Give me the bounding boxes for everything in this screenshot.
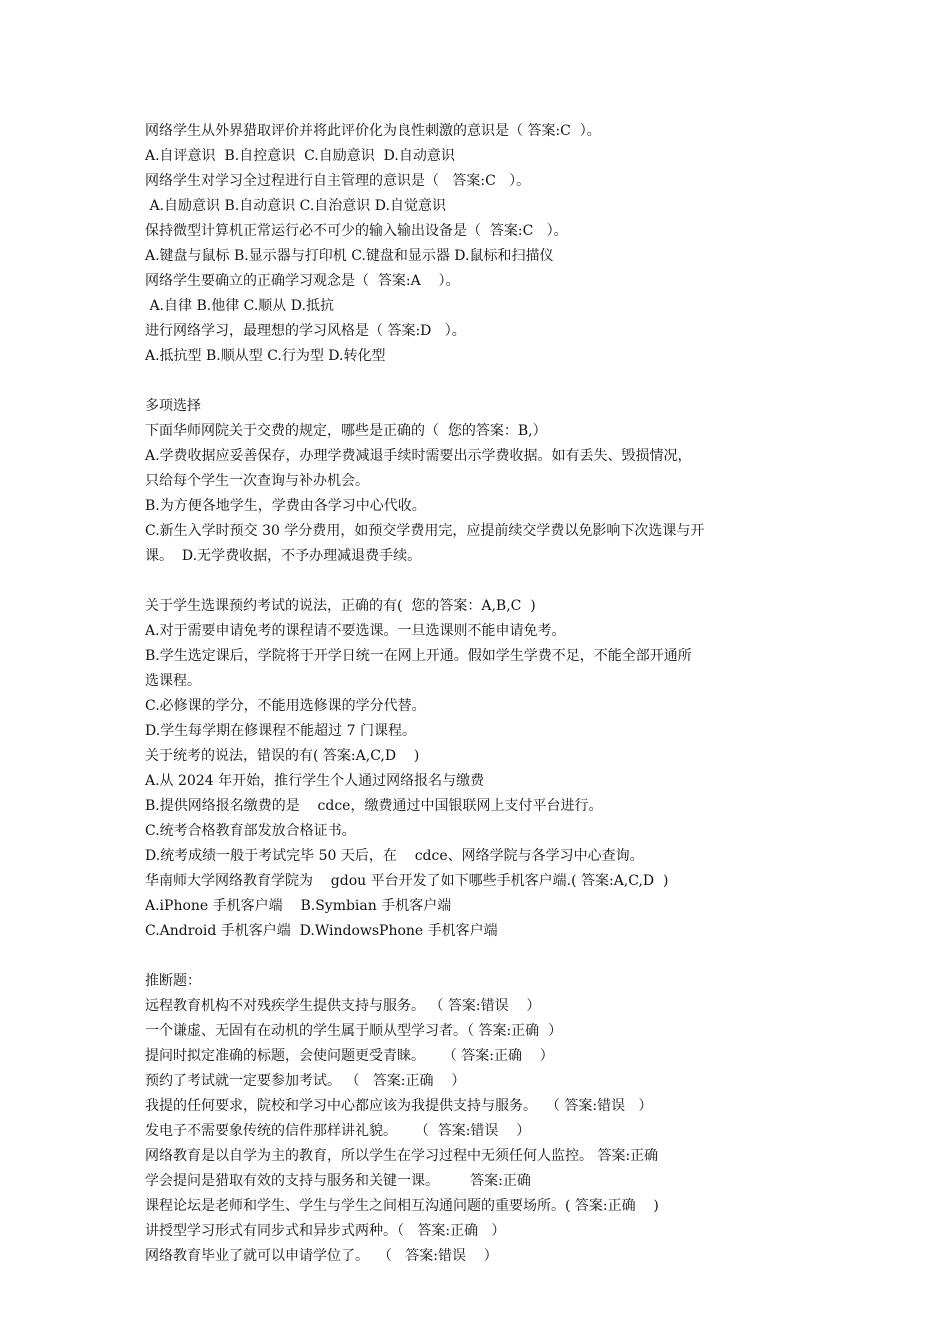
options-line: A.键盘与鼠标 B.显示器与打印机 C.键盘和显示器 D.鼠标和扫描仪 xyxy=(145,248,554,264)
judge-line: 网络教育是以自学为主的教育，所以学生在学习过程中无须任何人监控。 答案:正确 xyxy=(145,1148,659,1164)
question-line: 进行网络学习，最理想的学习风格是（ 答案:D ）。 xyxy=(145,323,466,339)
options-line: A.从 2024 年开始，推行学生个人通过网络报名与缴费 xyxy=(145,773,485,789)
judge-line: 发电子不需要象传统的信件那样讲礼貌。 （ 答案:错误 ） xyxy=(145,1123,531,1139)
options-line: B.为方便各地学生，学费由各学习中心代收。 xyxy=(145,498,426,514)
options-line: A.抵抗型 B.顺从型 C.行为型 D.转化型 xyxy=(145,348,386,364)
options-line: 只给每个学生一次查询与补办机会。 xyxy=(145,473,369,489)
judge-line: 讲授型学习形式有同步式和异步式两种。（ 答案:正确 ） xyxy=(145,1223,506,1239)
spacer xyxy=(145,369,825,394)
judge-line: 提问时拟定准确的标题，会使问题更受青睐。 （ 答案:正确 ） xyxy=(145,1048,554,1064)
judge-line: 网络教育毕业了就可以申请学位了。 （ 答案:错误 ） xyxy=(145,1248,498,1264)
options-line: D.统考成绩一般于考试完毕 50 天后，在 cdce、网络学院与各学习中心查询。 xyxy=(145,848,644,864)
options-line: B.提供网络报名缴费的是 cdce，缴费通过中国银联网上支付平台进行。 xyxy=(145,798,603,814)
options-line: C.必修课的学分，不能用选修课的学分代替。 xyxy=(145,698,426,714)
question-line: 网络学生从外界猎取评价并将此评价化为良性刺激的意识是（ 答案:C ）。 xyxy=(145,123,601,139)
spacer xyxy=(145,569,825,594)
section-heading-multi: 多项选择 xyxy=(145,398,201,414)
options-line: C.统考合格教育部发放合格证书。 xyxy=(145,823,356,839)
question-line: 关于学生选课预约考试的说法，正确的有( 您的答案：A,B,C ) xyxy=(145,598,536,614)
document-page xyxy=(145,119,825,1269)
options-line: 课。 D.无学费收据，不予办理减退费手续。 xyxy=(145,548,422,564)
options-line: D.学生每学期在修课程不能超过 7 门课程。 xyxy=(145,723,416,739)
spacer xyxy=(145,944,825,969)
question-line: 网络学生对学习全过程进行自主管理的意识是（ 答案:C ）。 xyxy=(145,173,531,189)
judge-section xyxy=(145,969,825,1269)
options-line: A.学费收据应妥善保存，办理学费减退手续时需要出示学费收据。如有丢失、毁损情况， xyxy=(145,448,692,464)
options-line: A.自评意识 B.自控意识 C.自励意识 D.自动意识 xyxy=(145,148,455,164)
multi-choice-section xyxy=(145,394,825,944)
judge-line: 一个谦虚、无固有在动机的学生属于顺从型学习者。（ 答案:正确 ） xyxy=(145,1023,563,1039)
judge-line: 预约了考试就一定要参加考试。 （ 答案:正确 ） xyxy=(145,1073,466,1089)
options-line: A.对于需要申请免考的课程请不要选课。一旦选课则不能申请免考。 xyxy=(145,623,566,639)
section-heading-judge: 推断题： xyxy=(145,973,201,989)
single-choice-section xyxy=(145,119,825,369)
question-line: 下面华师网院关于交费的规定，哪些是正确的（ 您的答案：B,） xyxy=(145,423,547,439)
question-line: 保持微型计算机正常运行必不可少的输入输出设备是（ 答案:C ）。 xyxy=(145,223,568,239)
judge-line: 学会提问是猎取有效的支持与服务和关键一课。 答案:正确 xyxy=(145,1173,531,1189)
options-line: C.新生入学时预交 30 学分费用，如预交学费用完，应提前续交学费以免影响下次选课与开 xyxy=(145,523,705,539)
options-line: B.学生选定课后，学院将于开学日统一在网上开通。假如学生学费不足，不能全部开通所 xyxy=(145,648,692,664)
judge-line: 我提的任何要求，院校和学习中心都应该为我提供支持与服务。 （ 答案:错误 ） xyxy=(145,1098,653,1114)
question-line: 网络学生要确立的正确学习观念是（ 答案:A ）。 xyxy=(145,273,460,289)
options-line: A.自励意识 B.自动意识 C.自治意识 D.自觉意识 xyxy=(145,198,446,214)
options-line: A.自律 B.他律 C.顺从 D.抵抗 xyxy=(145,298,334,314)
options-line: C.Android 手机客户端 D.WindowsPhone 手机客户端 xyxy=(145,923,498,939)
judge-line: 远程教育机构不对残疾学生提供支持与服务。 （ 答案:错误 ） xyxy=(145,998,541,1014)
options-line: A.iPhone 手机客户端 B.Symbian 手机客户端 xyxy=(145,898,452,914)
options-line: 选课程。 xyxy=(145,673,201,689)
question-line: 关于统考的说法，错误的有( 答案:A,C,D ) xyxy=(145,748,420,764)
judge-line: 课程论坛是老师和学生、学生与学生之间相互沟通问题的重要场所。( 答案:正确 ) xyxy=(145,1198,659,1214)
question-line: 华南师大学网络教育学院为 gdou 平台开发了如下哪些手机客户端.( 答案:A,C,D ) xyxy=(145,873,669,889)
